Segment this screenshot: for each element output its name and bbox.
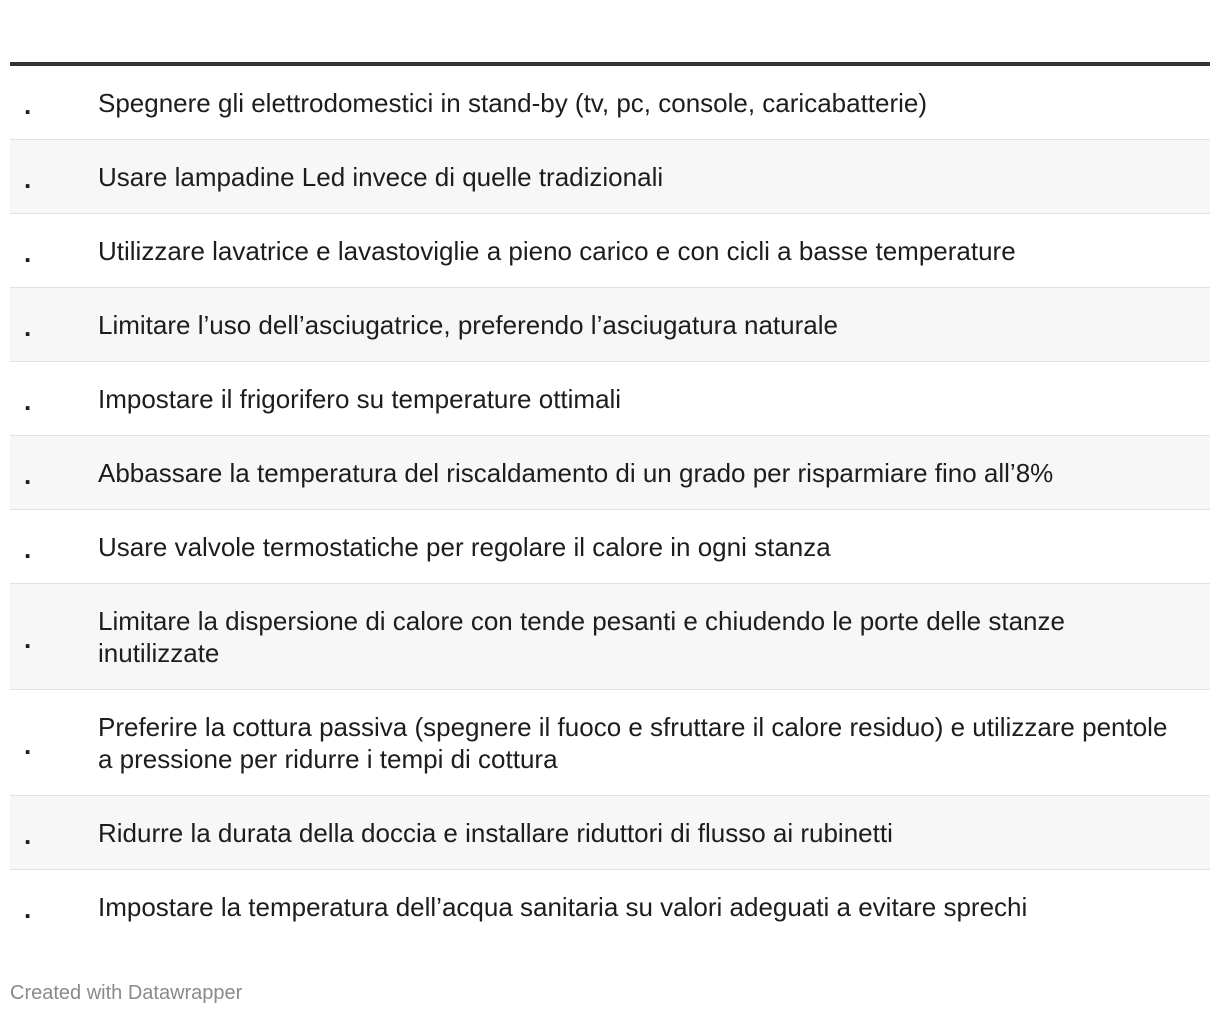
table-row [10,510,1210,584]
tip-text: Ridurre la durata della doccia e installare riduttori di flusso ai rubinetti [98,817,893,848]
table-row [10,140,1210,214]
bullet-marker: . [24,385,32,416]
table-row [10,870,1210,944]
bullet-marker: . [24,459,32,490]
tip-text: Usare lampadine Led invece di quelle tradizionali [98,161,664,192]
tips-table [10,62,1210,944]
table-row [10,362,1210,436]
table-row [10,436,1210,510]
tip-text: Preferire la cottura passiva (spegnere il fuoco e sfruttare il calore residuo) e utilizzare pentole a pressione per ridurre i tempi di cottura [98,711,1168,774]
bullet-marker: . [24,237,32,268]
bullet-marker: . [24,729,32,760]
datawrapper-credit[interactable]: Created with Datawrapper [10,982,243,1004]
tip-text: Limitare l’uso dell’asciugatrice, preferendo l’asciugatura naturale [98,309,838,340]
tip-text: Usare valvole termostatiche per regolare il calore in ogni stanza [98,531,831,562]
bullet-marker: . [24,533,32,564]
bullet-marker: . [24,89,32,120]
bullet-marker: . [24,623,32,654]
table-row [10,584,1210,690]
table-row [10,66,1210,140]
tip-text: Impostare la temperatura dell’acqua sanitaria su valori adeguati a evitare sprechi [98,892,1028,922]
tip-text: Spegnere gli elettrodomestici in stand-by (tv, pc, console, caricabatterie) [98,87,928,118]
table-row [10,214,1210,288]
tip-text: Impostare il frigorifero su temperature ottimali [98,383,622,414]
bullet-marker: . [24,311,32,342]
tip-text: Utilizzare lavatrice e lavastoviglie a pieno carico e con cicli a basse temperature [98,235,1016,266]
tip-text: Abbassare la temperatura del riscaldamento di un grado per risparmiare fino all’8% [98,457,1054,488]
bullet-marker: . [24,894,32,924]
table-row [10,796,1210,870]
tip-text: Limitare la dispersione di calore con tende pesanti e chiudendo le porte delle stanze inutilizzate [98,605,1065,668]
table-row [10,288,1210,362]
bullet-marker: . [24,163,32,194]
table-row [10,690,1210,796]
bullet-marker: . [24,819,32,850]
